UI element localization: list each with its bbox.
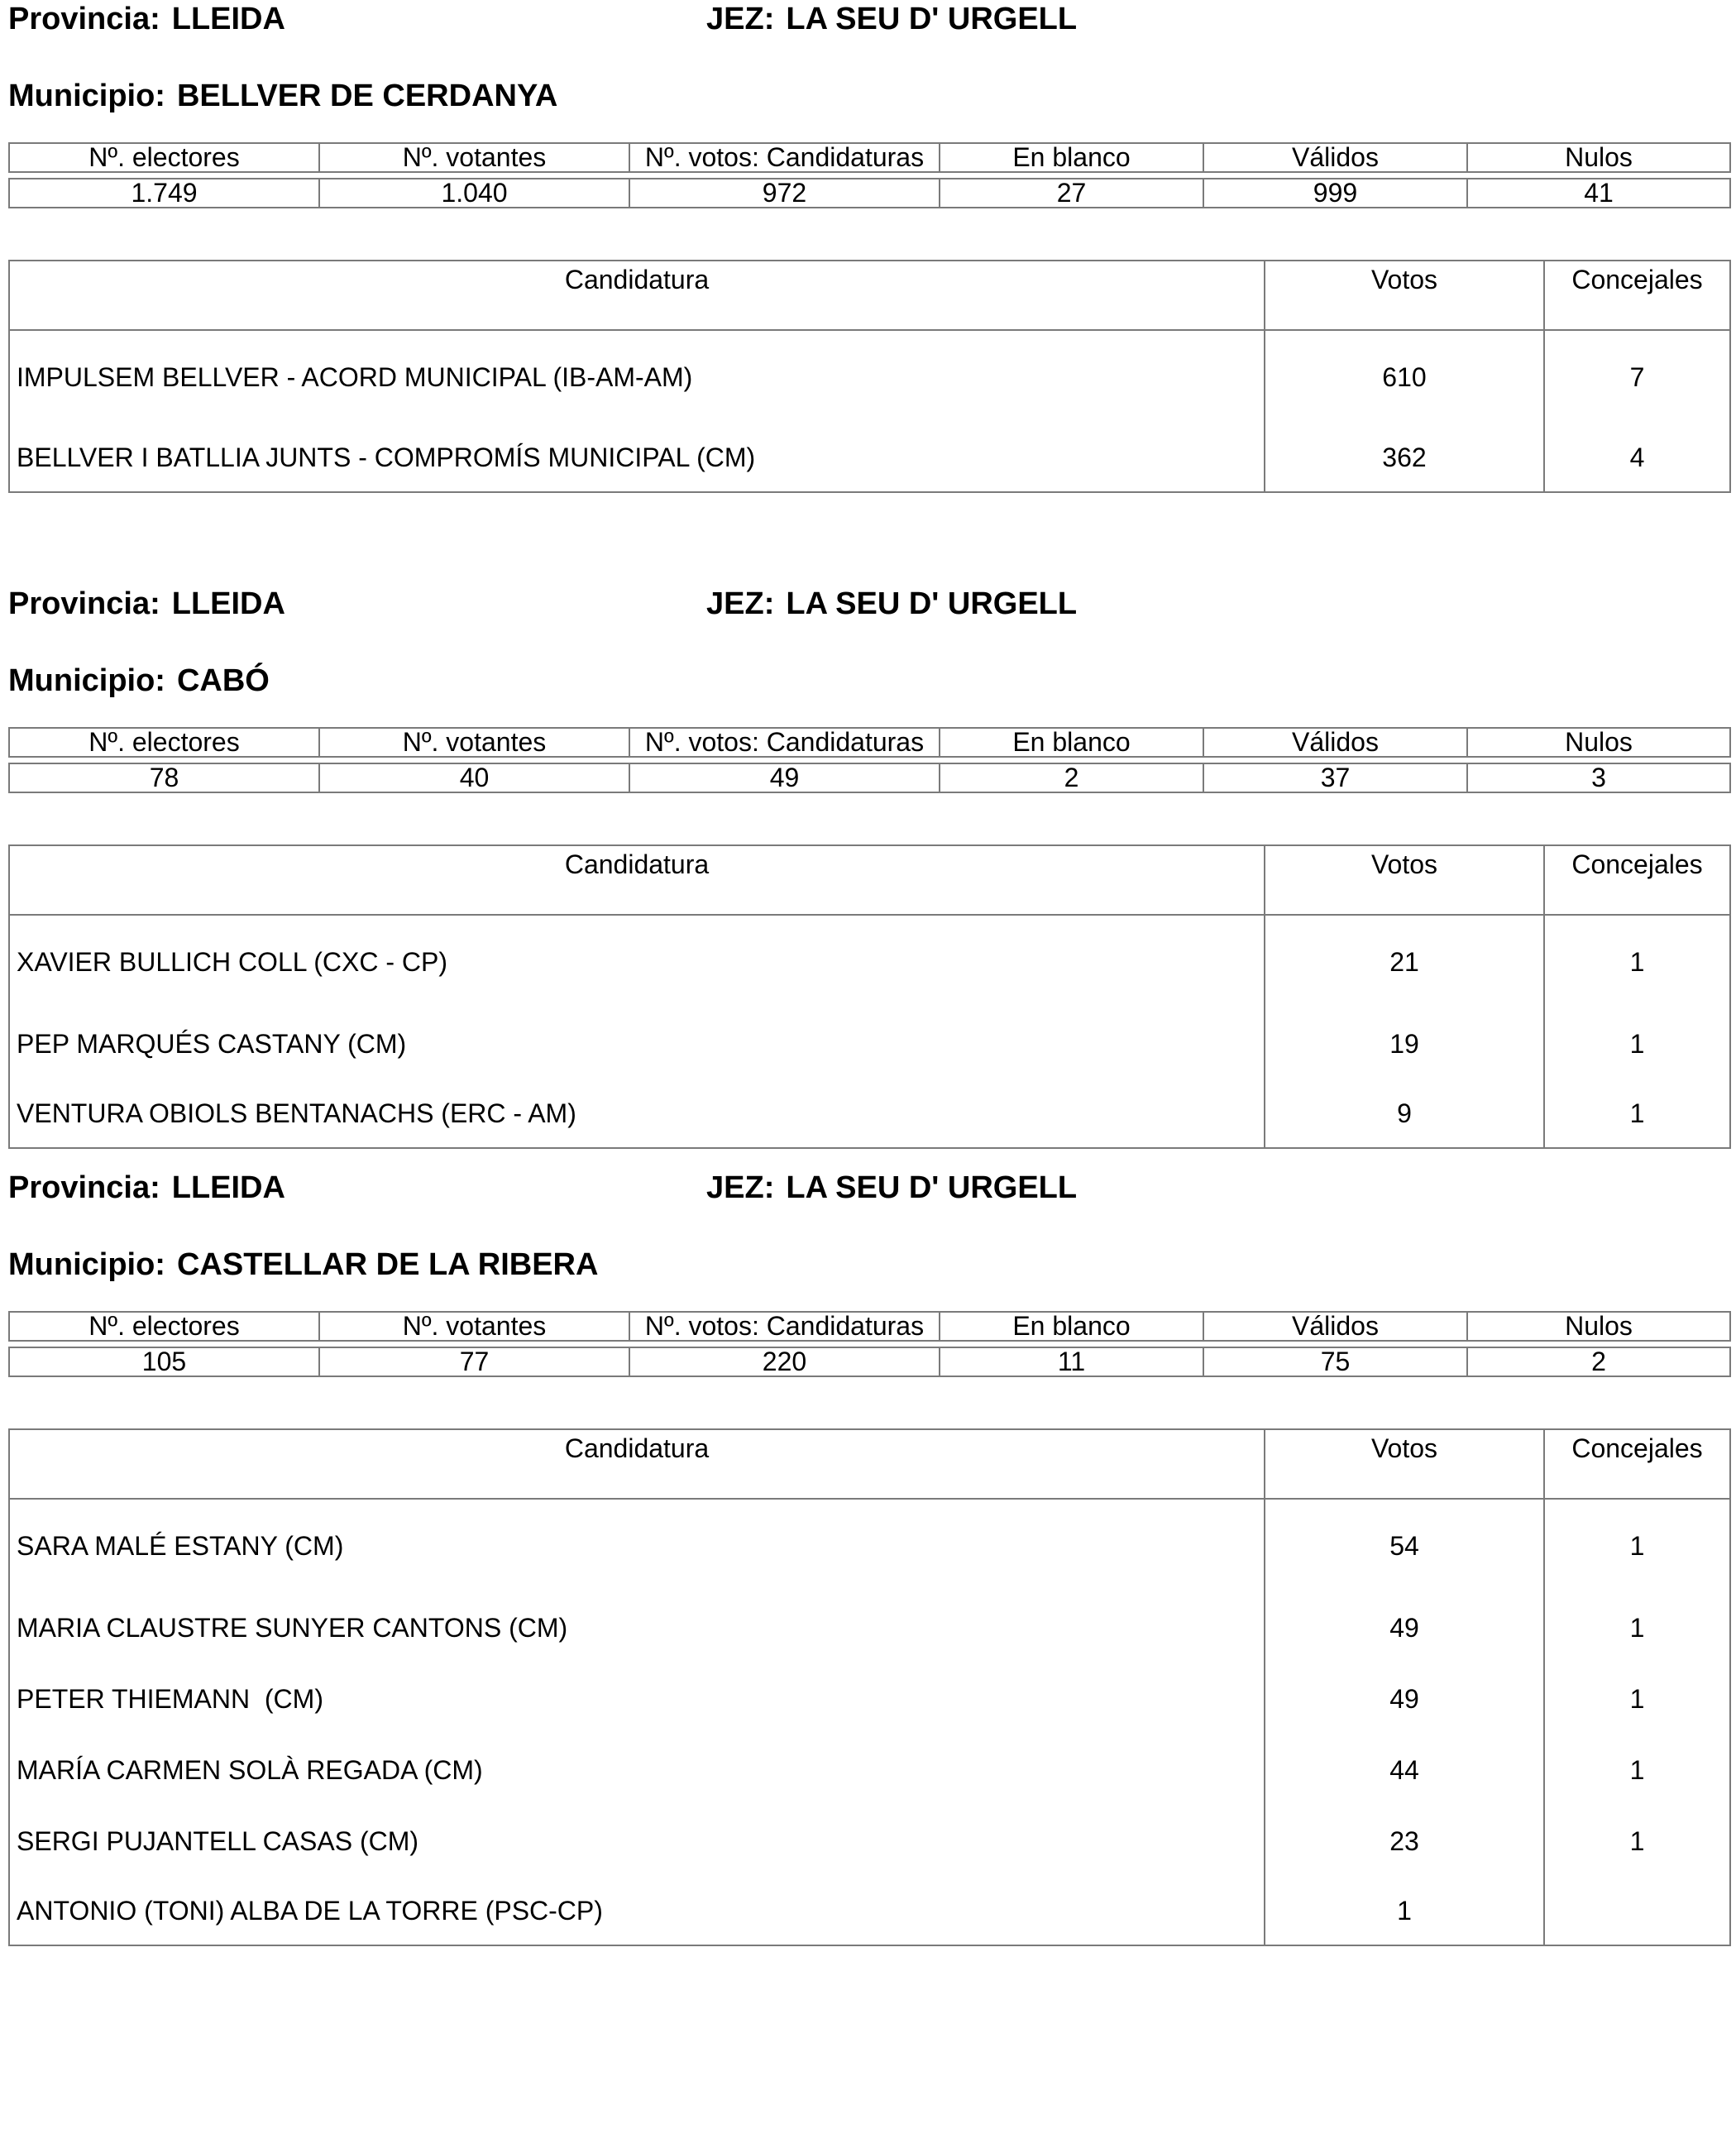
cand-votos: 362 [1265, 423, 1544, 492]
municipio-heading: Municipio: BELLVER DE CERDANYA [8, 79, 558, 113]
stats-value-en-blanco: 2 [940, 763, 1203, 792]
cand-header-votos: Votos [1265, 1429, 1544, 1499]
stats-header-nulos: Nulos [1467, 1312, 1730, 1341]
table-row [9, 1008, 1730, 1079]
candidaturas-table [8, 1428, 1731, 1946]
cand-header-votos: Votos [1265, 845, 1544, 915]
table-row [9, 915, 1730, 1008]
cand-header-row [9, 1429, 1730, 1499]
stats-value-row [9, 179, 1730, 208]
stats-value-electores: 78 [9, 763, 319, 792]
stats-value-row [9, 1347, 1730, 1376]
cand-concejales: 1 [1544, 1734, 1730, 1806]
cand-header-row [9, 261, 1730, 330]
stats-value-votantes: 40 [319, 763, 629, 792]
stats-header-row [9, 728, 1730, 757]
table-row [9, 1499, 1730, 1592]
cand-votos: 44 [1265, 1734, 1544, 1806]
stats-header-row [9, 1312, 1730, 1341]
cand-name: VENTURA OBIOLS BENTANACHS (ERC - AM) [9, 1079, 1265, 1148]
jez-heading: JEZ: LA SEU D' URGELL [706, 586, 1078, 621]
cand-concejales: 1 [1544, 1499, 1730, 1592]
stats-header-row [9, 143, 1730, 172]
cand-concejales: 1 [1544, 1806, 1730, 1877]
cand-votos: 1 [1265, 1877, 1544, 1945]
stats-table [8, 1311, 1731, 1377]
stats-header-nulos: Nulos [1467, 728, 1730, 757]
table-row [9, 1079, 1730, 1148]
stats-value-votantes: 77 [319, 1347, 629, 1376]
cand-votos: 54 [1265, 1499, 1544, 1592]
stats-header-electores: Nº. electores [9, 728, 319, 757]
stats-header-en-blanco: En blanco [940, 728, 1203, 757]
provincia-heading: Provincia: LLEIDA [8, 1170, 285, 1205]
cand-concejales: 1 [1544, 915, 1730, 1008]
stats-header-votantes: Nº. votantes [319, 143, 629, 172]
cand-header-concejales: Concejales [1544, 261, 1730, 330]
cand-header-row [9, 845, 1730, 915]
stats-value-electores: 1.749 [9, 179, 319, 208]
cand-concejales: 1 [1544, 1663, 1730, 1734]
stats-header-nulos: Nulos [1467, 143, 1730, 172]
stats-value-votos-candidaturas: 220 [629, 1347, 940, 1376]
stats-value-electores: 105 [9, 1347, 319, 1376]
stats-value-en-blanco: 27 [940, 179, 1203, 208]
stats-table [8, 727, 1731, 793]
stats-value-votos-candidaturas: 49 [629, 763, 940, 792]
stats-value-nulos: 2 [1467, 1347, 1730, 1376]
cand-header-votos: Votos [1265, 261, 1544, 330]
candidaturas-table [8, 844, 1731, 1149]
stats-value-validos: 999 [1203, 179, 1467, 208]
stats-gap [9, 757, 1730, 763]
cand-name: XAVIER BULLICH COLL (CXC - CP) [9, 915, 1265, 1008]
stats-value-votos-candidaturas: 972 [629, 179, 940, 208]
stats-header-votos-candidaturas: Nº. votos: Candidaturas [629, 728, 940, 757]
table-row [9, 1877, 1730, 1945]
cand-votos: 49 [1265, 1663, 1544, 1734]
municipio-heading: Municipio: CASTELLAR DE LA RIBERA [8, 1247, 599, 1282]
stats-value-votantes: 1.040 [319, 179, 629, 208]
cand-header-candidatura: Candidatura [9, 845, 1265, 915]
cand-concejales: 1 [1544, 1079, 1730, 1148]
cand-name: SERGI PUJANTELL CASAS (CM) [9, 1806, 1265, 1877]
cand-header-concejales: Concejales [1544, 1429, 1730, 1499]
cand-name: MARÍA CARMEN SOLÀ REGADA (CM) [9, 1734, 1265, 1806]
cand-votos: 49 [1265, 1592, 1544, 1663]
cand-header-candidatura: Candidatura [9, 1429, 1265, 1499]
stats-header-validos: Válidos [1203, 728, 1467, 757]
stats-header-electores: Nº. electores [9, 1312, 319, 1341]
table-row [9, 1734, 1730, 1806]
provincia-heading: Provincia: LLEIDA [8, 2, 285, 36]
cand-name: PETER THIEMANN (CM) [9, 1663, 1265, 1734]
stats-value-validos: 37 [1203, 763, 1467, 792]
stats-header-en-blanco: En blanco [940, 1312, 1203, 1341]
cand-votos: 23 [1265, 1806, 1544, 1877]
stats-header-votantes: Nº. votantes [319, 1312, 629, 1341]
cand-name: PEP MARQUÉS CASTANY (CM) [9, 1008, 1265, 1079]
cand-name: ANTONIO (TONI) ALBA DE LA TORRE (PSC-CP) [9, 1877, 1265, 1945]
stats-value-nulos: 41 [1467, 179, 1730, 208]
stats-header-votos-candidaturas: Nº. votos: Candidaturas [629, 143, 940, 172]
table-row [9, 423, 1730, 492]
cand-votos: 19 [1265, 1008, 1544, 1079]
cand-concejales: 1 [1544, 1592, 1730, 1663]
candidaturas-table [8, 260, 1731, 493]
provincia-heading: Provincia: LLEIDA [8, 586, 285, 621]
table-row [9, 330, 1730, 423]
stats-header-en-blanco: En blanco [940, 143, 1203, 172]
jez-heading: JEZ: LA SEU D' URGELL [706, 1170, 1078, 1205]
stats-table [8, 142, 1731, 208]
cand-votos: 610 [1265, 330, 1544, 423]
cand-header-concejales: Concejales [1544, 845, 1730, 915]
cand-votos: 21 [1265, 915, 1544, 1008]
stats-value-validos: 75 [1203, 1347, 1467, 1376]
cand-concejales: 4 [1544, 423, 1730, 492]
cand-concejales: 7 [1544, 330, 1730, 423]
stats-gap [9, 1341, 1730, 1347]
stats-value-en-blanco: 11 [940, 1347, 1203, 1376]
cand-name: IMPULSEM BELLVER - ACORD MUNICIPAL (IB-AM-AM) [9, 330, 1265, 423]
stats-gap [9, 172, 1730, 179]
table-row [9, 1806, 1730, 1877]
stats-header-validos: Válidos [1203, 1312, 1467, 1341]
stats-value-row [9, 763, 1730, 792]
cand-concejales [1544, 1877, 1730, 1945]
jez-heading: JEZ: LA SEU D' URGELL [706, 2, 1078, 36]
stats-header-votos-candidaturas: Nº. votos: Candidaturas [629, 1312, 940, 1341]
cand-name: BELLVER I BATLLIA JUNTS - COMPROMÍS MUNICIPAL (CM) [9, 423, 1265, 492]
cand-name: SARA MALÉ ESTANY (CM) [9, 1499, 1265, 1592]
cand-name: MARIA CLAUSTRE SUNYER CANTONS (CM) [9, 1592, 1265, 1663]
cand-concejales: 1 [1544, 1008, 1730, 1079]
stats-header-votantes: Nº. votantes [319, 728, 629, 757]
cand-header-candidatura: Candidatura [9, 261, 1265, 330]
cand-votos: 9 [1265, 1079, 1544, 1148]
stats-value-nulos: 3 [1467, 763, 1730, 792]
municipio-heading: Municipio: CABÓ [8, 663, 270, 698]
table-row [9, 1663, 1730, 1734]
table-row [9, 1592, 1730, 1663]
stats-header-validos: Válidos [1203, 143, 1467, 172]
stats-header-electores: Nº. electores [9, 143, 319, 172]
